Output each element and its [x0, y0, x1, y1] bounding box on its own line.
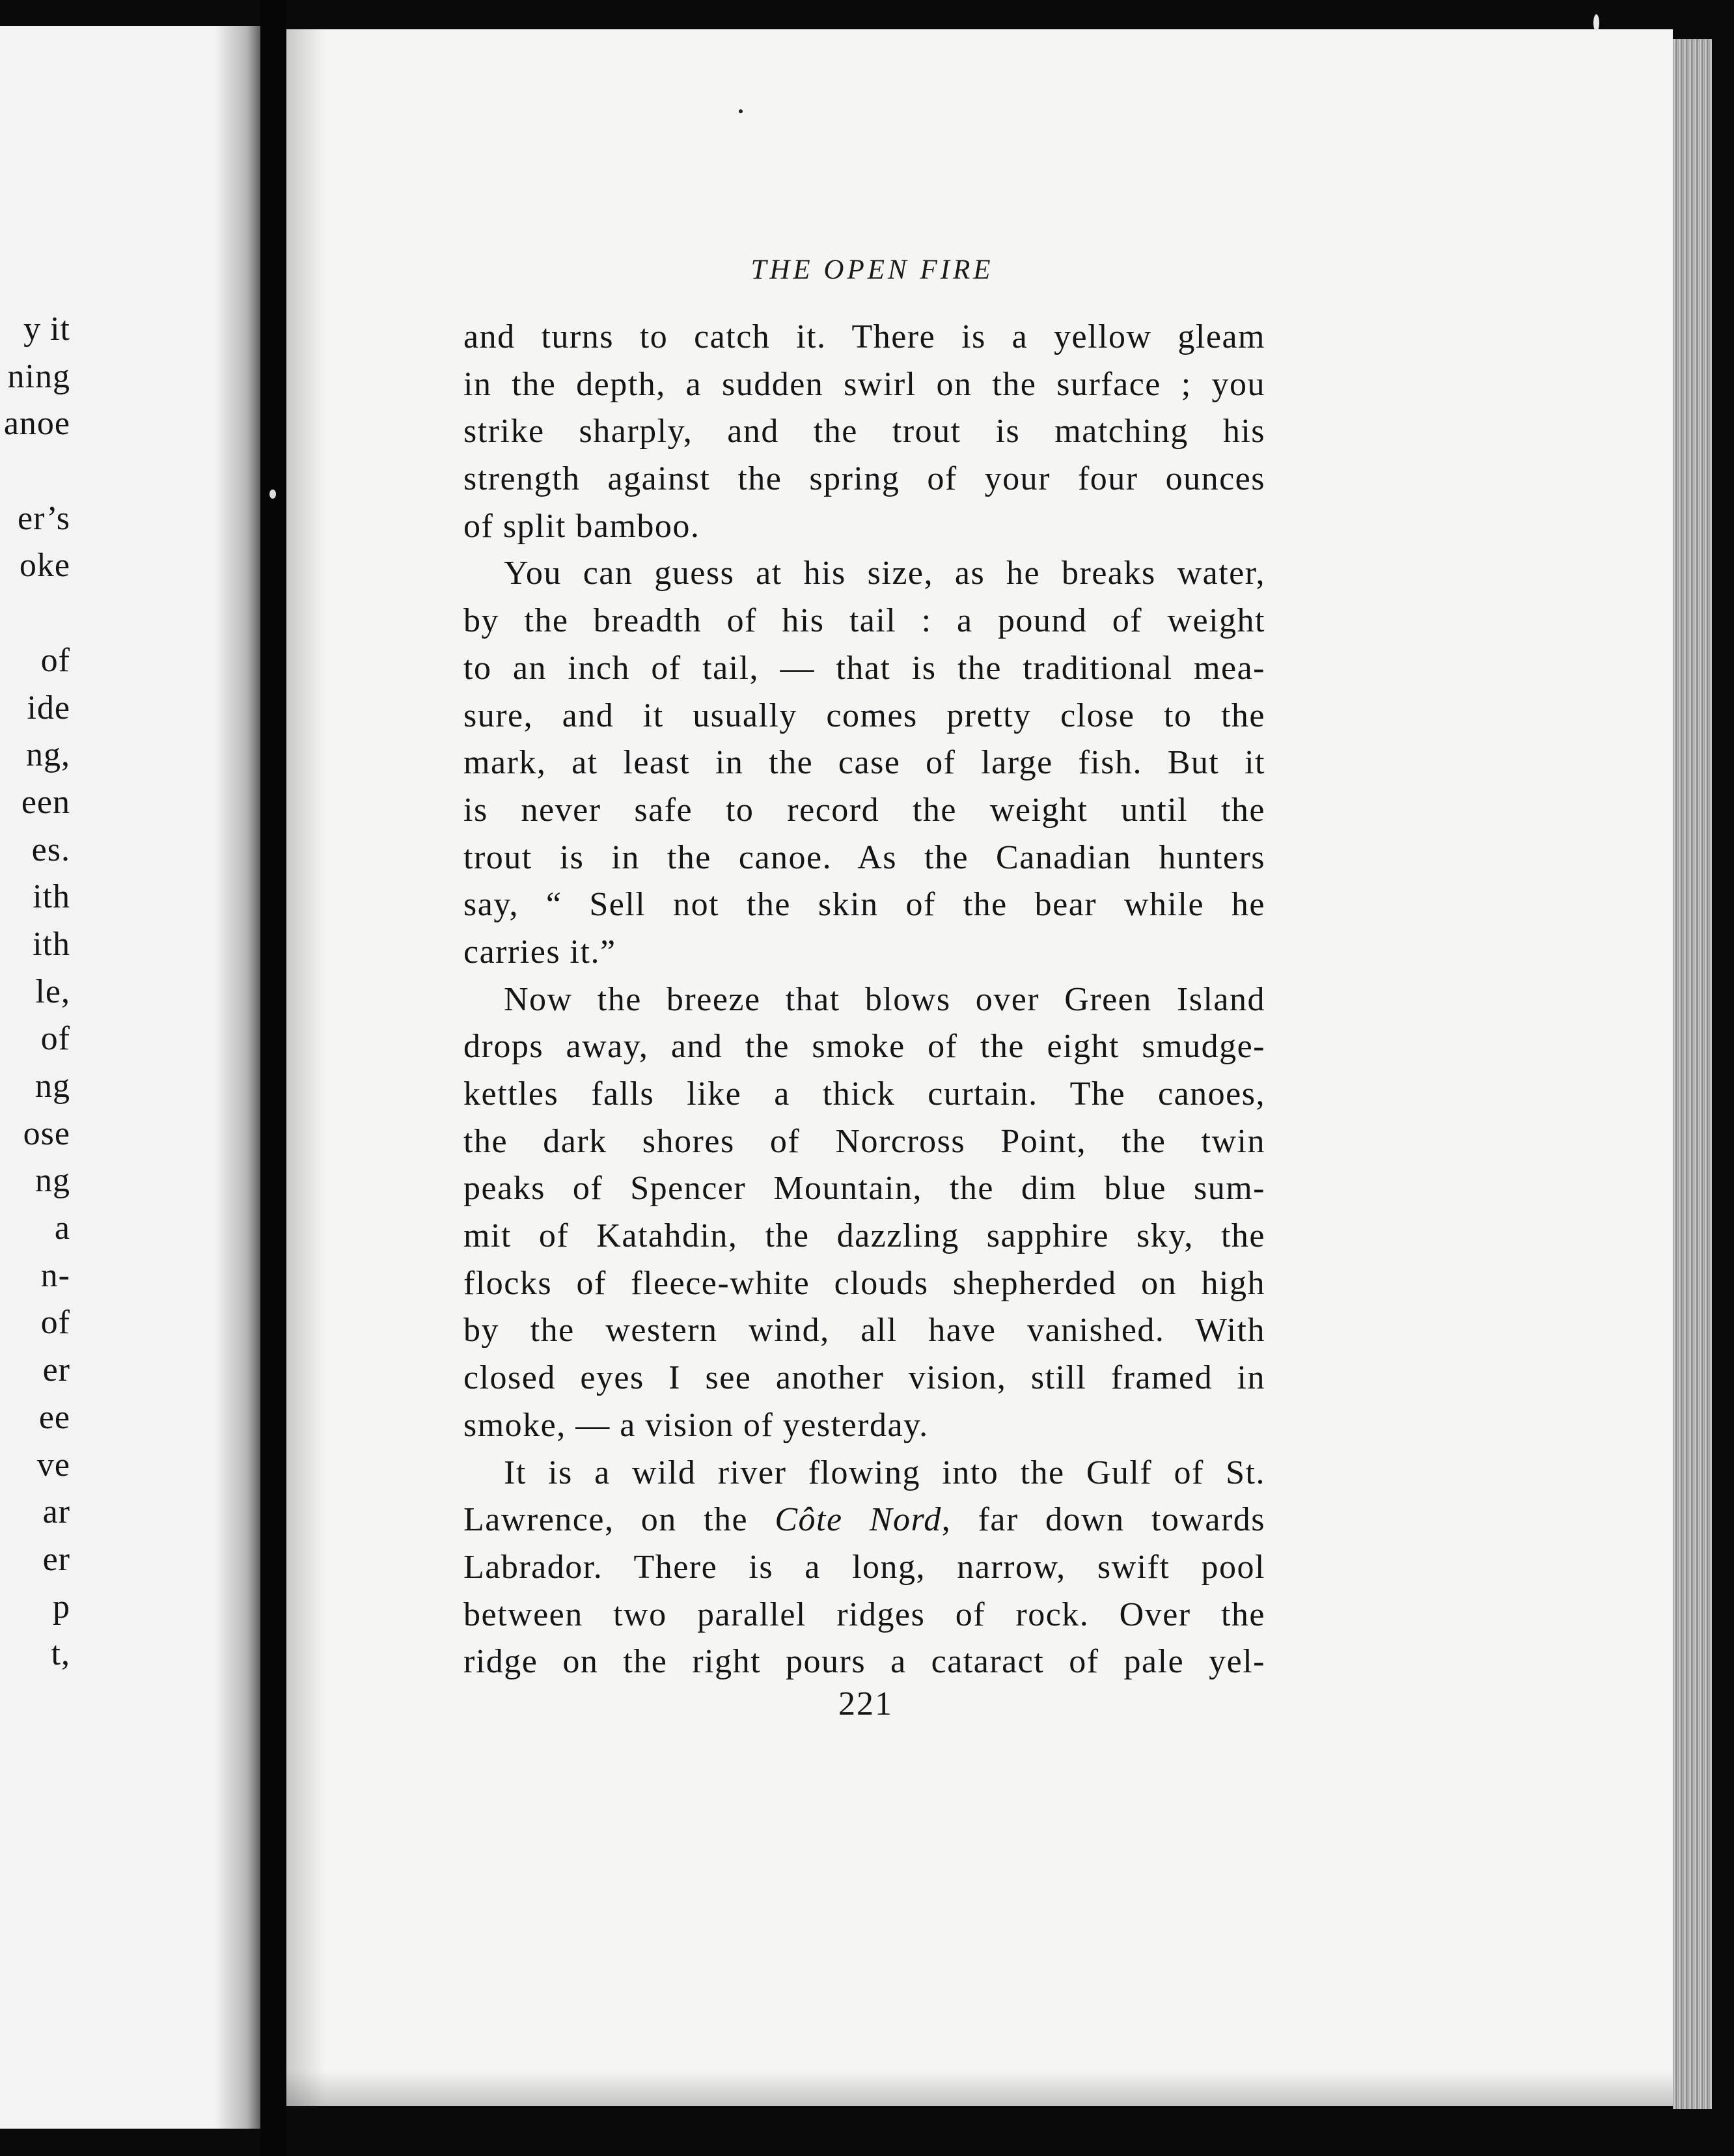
left-fragment: of — [40, 1304, 70, 1342]
text-line: flocks of fleece-white clouds shepherded on high — [463, 1264, 1265, 1302]
page-bottom-shadow — [286, 2070, 1673, 2106]
text-line-with-italic — [463, 1497, 1265, 1544]
left-fragment: t, — [51, 1635, 70, 1673]
right-page-fold-shadow — [286, 29, 325, 2106]
text-line: It is a wild river flowing into the Gulf of St. — [504, 1454, 1265, 1491]
scan-speck — [739, 109, 743, 113]
text-line: of split bamboo. — [463, 507, 700, 545]
left-page-text-fragments — [0, 306, 70, 1678]
left-fragment: n- — [40, 1256, 70, 1294]
text-line: Now the breeze that blows over Green Island — [504, 980, 1265, 1018]
text-line: to an inch of tail, — that is the traditional mea- — [463, 649, 1265, 687]
left-fragment: a — [54, 1209, 70, 1247]
running-head: THE OPEN FIRE — [750, 255, 994, 285]
text-line: say, “ Sell not the skin of the bear while he — [463, 886, 1265, 924]
text-line: kettles falls like a thick curtain. The canoes, — [463, 1075, 1265, 1113]
left-fragment: y it — [23, 311, 70, 348]
left-fragment — [0, 448, 70, 495]
left-fragment: ning — [7, 357, 70, 395]
left-page-gutter-shadow — [215, 26, 260, 2129]
left-fragment: ve — [36, 1446, 70, 1484]
left-fragment: es. — [31, 831, 70, 868]
left-fragment: ar — [42, 1493, 70, 1531]
text-line: strength against the spring of your four ounces — [463, 460, 1265, 498]
italic-place-name: Côte Nord — [775, 1501, 942, 1539]
text-line: Labrador. There is a long, narrow, swift pool — [463, 1548, 1265, 1586]
left-fragment: le, — [35, 973, 70, 1010]
left-fragment — [0, 590, 70, 637]
left-fragment: anoe — [3, 405, 70, 443]
text-line: by the breadth of his tail : a pound of weight — [463, 602, 1265, 640]
text-line: mit of Katahdin, the dazzling sapphire sky, the — [463, 1217, 1265, 1255]
scan-speck — [1593, 14, 1599, 31]
page-number: 221 — [838, 1685, 893, 1722]
text-line: trout is in the canoe. As the Canadian hunters — [463, 838, 1265, 876]
left-fragment: ide — [27, 689, 70, 726]
text-run: Lawrence, on the — [463, 1501, 775, 1539]
text-line: and turns to catch it. There is a yellow gleam — [463, 318, 1265, 355]
text-line: smoke, — a vision of yesterday. — [463, 1406, 929, 1444]
text-line: peaks of Spencer Mountain, the dim blue sum- — [463, 1170, 1265, 1208]
text-line: drops away, and the smoke of the eight smudge- — [463, 1028, 1265, 1066]
left-fragment: of — [40, 641, 70, 679]
scan-border — [1712, 0, 1734, 2156]
left-fragment: of — [40, 1020, 70, 1058]
page-edges — [1673, 39, 1712, 2109]
text-line: carries it.” — [463, 933, 616, 971]
left-fragment: ee — [38, 1398, 70, 1436]
text-line: the dark shores of Norcross Point, the twin — [463, 1122, 1265, 1160]
left-fragment: ose — [23, 1114, 70, 1152]
text-line: by the western wind, all have vanished. With — [463, 1312, 1265, 1349]
left-fragment: ith — [33, 878, 70, 916]
text-line: You can guess at his size, as he breaks water, — [504, 555, 1265, 592]
text-line: in the depth, a sudden swirl on the surface ; you — [463, 365, 1265, 403]
text-line: between two parallel ridges of rock. Over the — [463, 1596, 1265, 1633]
left-fragment: er’s — [17, 499, 70, 537]
text-line: ridge on the right pours a cataract of pale yel- — [463, 1643, 1265, 1681]
left-fragment: ng, — [26, 736, 70, 774]
left-fragment: ith — [33, 925, 70, 963]
text-line: mark, at least in the case of large fish. But it — [463, 744, 1265, 782]
book-gutter — [260, 0, 286, 2156]
left-fragment: een — [21, 783, 70, 821]
left-fragment: oke — [19, 547, 70, 585]
text-line: is never safe to record the weight until the — [463, 791, 1265, 829]
scan-speck — [269, 490, 276, 499]
text-run: , far down towards — [941, 1501, 1265, 1539]
text-line: sure, and it usually comes pretty close to the — [463, 697, 1265, 734]
left-fragment: ng — [35, 1068, 70, 1105]
text-line: closed eyes I see another vision, still framed in — [463, 1359, 1265, 1397]
left-fragment: ng — [35, 1162, 70, 1200]
text-line: strike sharply, and the trout is matching his — [463, 413, 1265, 450]
body-text — [463, 314, 1265, 1686]
left-fragment: p — [53, 1588, 70, 1625]
left-fragment: er — [42, 1540, 70, 1578]
left-fragment: er — [42, 1351, 70, 1389]
